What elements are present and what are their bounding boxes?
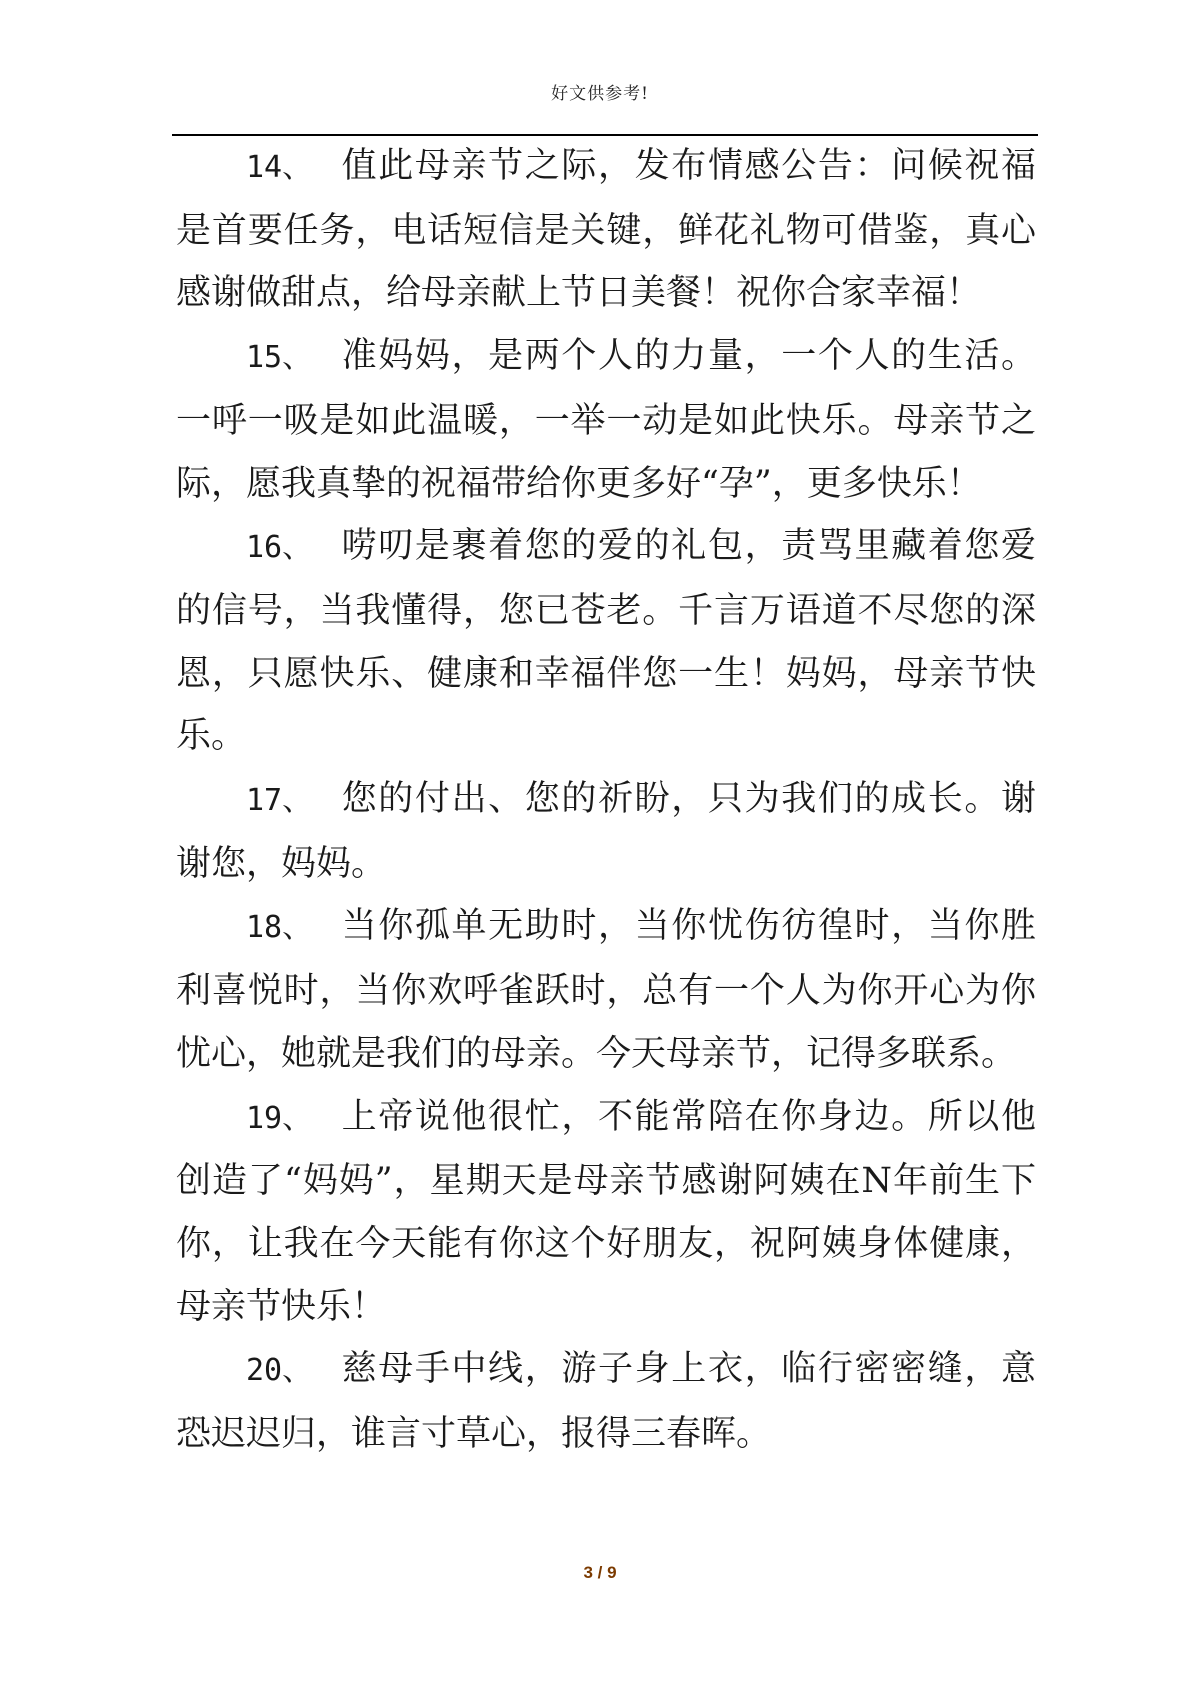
- item-text: 准妈妈，是两个人的力量，一个人的生活。一呼一吸是如此温暖，一举一动是如此快乐。母亲节之际，愿我真挚的祝福带给你更多好“孕”，更多快乐！: [176, 336, 1036, 504]
- list-item: [176, 325, 1036, 515]
- list-item: [176, 768, 1036, 895]
- page-number: 3 / 9: [583, 1563, 617, 1582]
- page-header: 好文供参考!: [551, 84, 649, 104]
- item-text: 慈母手中线，游子身上衣，临行密密缝，意恐迟迟归，谁言寸草心，报得三春晖。: [176, 1349, 1036, 1455]
- list-item: [176, 515, 1036, 768]
- item-number: 20、: [246, 1353, 313, 1389]
- item-text: 上帝说他很忙，不能常陪在你身边。所以他创造了“妈妈”，星期天是母亲节感谢阿姨在N年前生下你，让我在今天能有你这个好朋友，祝阿姨身体健康，母亲节快乐！: [176, 1096, 1036, 1327]
- list-item: [176, 135, 1036, 325]
- item-number: 18、: [246, 910, 313, 946]
- item-text: 当你孤单无助时，当你忧伤彷徨时，当你胜利喜悦时，当你欢呼雀跃时，总有一个人为你开心为你忧心，她就是我们的母亲。今天母亲节，记得多联系。: [176, 906, 1036, 1074]
- list-item: [176, 1338, 1036, 1465]
- item-number: 14、: [246, 150, 313, 185]
- item-number: 15、: [246, 340, 313, 376]
- item-number: 19、: [246, 1100, 313, 1136]
- list-item: [176, 1086, 1036, 1339]
- item-text: 您的付出、您的祈盼，只为我们的成长。谢谢您，妈妈。: [176, 779, 1036, 884]
- item-text: 唠叨是裹着您的爱的礼包，责骂里藏着您爱的信号，当我懂得，您已苍老。千言万语道不尽您的深恩，只愿快乐、健康和幸福伴您一生！妈妈，母亲节快乐。: [176, 526, 1036, 757]
- item-number: 17、: [246, 783, 313, 819]
- item-number: 16、: [246, 530, 313, 566]
- document-body: [176, 135, 1036, 1466]
- item-text: 值此母亲节之际，发布情感公告：问候祝福是首要任务，电话短信是关键，鲜花礼物可借鉴，真心感谢做甜点，给母亲献上节日美餐！祝你合家幸福！: [176, 146, 1036, 314]
- list-item: [176, 895, 1036, 1085]
